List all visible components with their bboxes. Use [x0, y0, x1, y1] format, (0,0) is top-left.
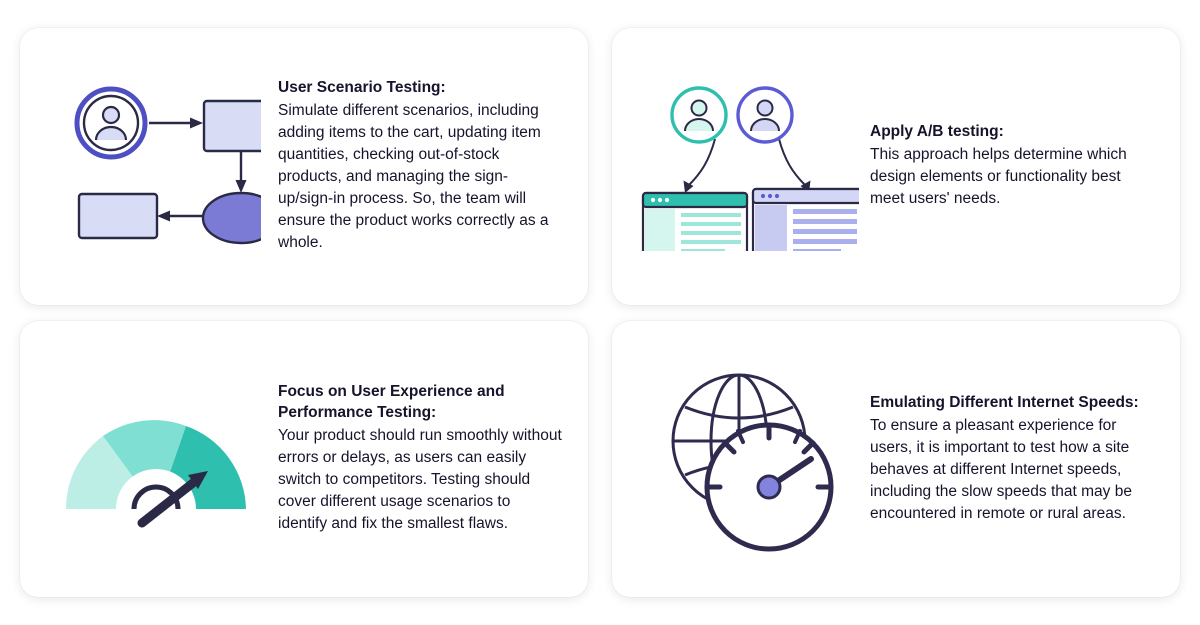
- card-text: [862, 393, 1158, 525]
- flowchart-user-nodes-icon: [42, 38, 270, 295]
- ab-testing-svg: [637, 81, 859, 251]
- card-ux-performance-testing: [20, 321, 588, 598]
- card-text: [862, 122, 1158, 210]
- card-emulating-internet-speeds: [612, 321, 1180, 598]
- card-text: [270, 382, 566, 535]
- card-title: Focus on User Experience and Performance Testing:: [278, 383, 505, 422]
- gauge-svg: [56, 379, 256, 539]
- card-title: Emulating Different Internet Speeds:: [870, 393, 1139, 411]
- card-apply-ab-testing: [612, 28, 1180, 305]
- globe-speedometer-svg: [641, 359, 856, 559]
- card-body: Simulate different scenarios, including adding items to the cart, updating item quantities, checking out-of-stock products, and managing the sign-up/sign-in process. So, the team will ensure the product works correctly as a whole.: [278, 102, 549, 252]
- card-body: To ensure a pleasant experience for users, it is important to test how a site behaves at different Internet speeds, including the slow speeds that may be encountered in remote or rural areas.: [870, 416, 1132, 522]
- ab-testing-two-browser-windows-icon: [634, 38, 862, 295]
- card-user-scenario-testing: [20, 28, 588, 305]
- card-body: Your product should run smoothly without errors or delays, as users can easily switch to competitors. Testing should cover different usage scenarios to identify and fix the smallest flaws.: [278, 427, 562, 533]
- flowchart-svg: [51, 81, 261, 251]
- globe-with-speedometer-icon: [634, 331, 862, 588]
- card-title: Apply A/B testing:: [870, 123, 1004, 141]
- card-body: This approach helps determine which design elements or functionality best meet users' needs.: [870, 146, 1127, 208]
- card-text: [270, 78, 566, 254]
- speedometer-gauge-icon: [42, 331, 270, 588]
- card-title: User Scenario Testing:: [278, 79, 446, 97]
